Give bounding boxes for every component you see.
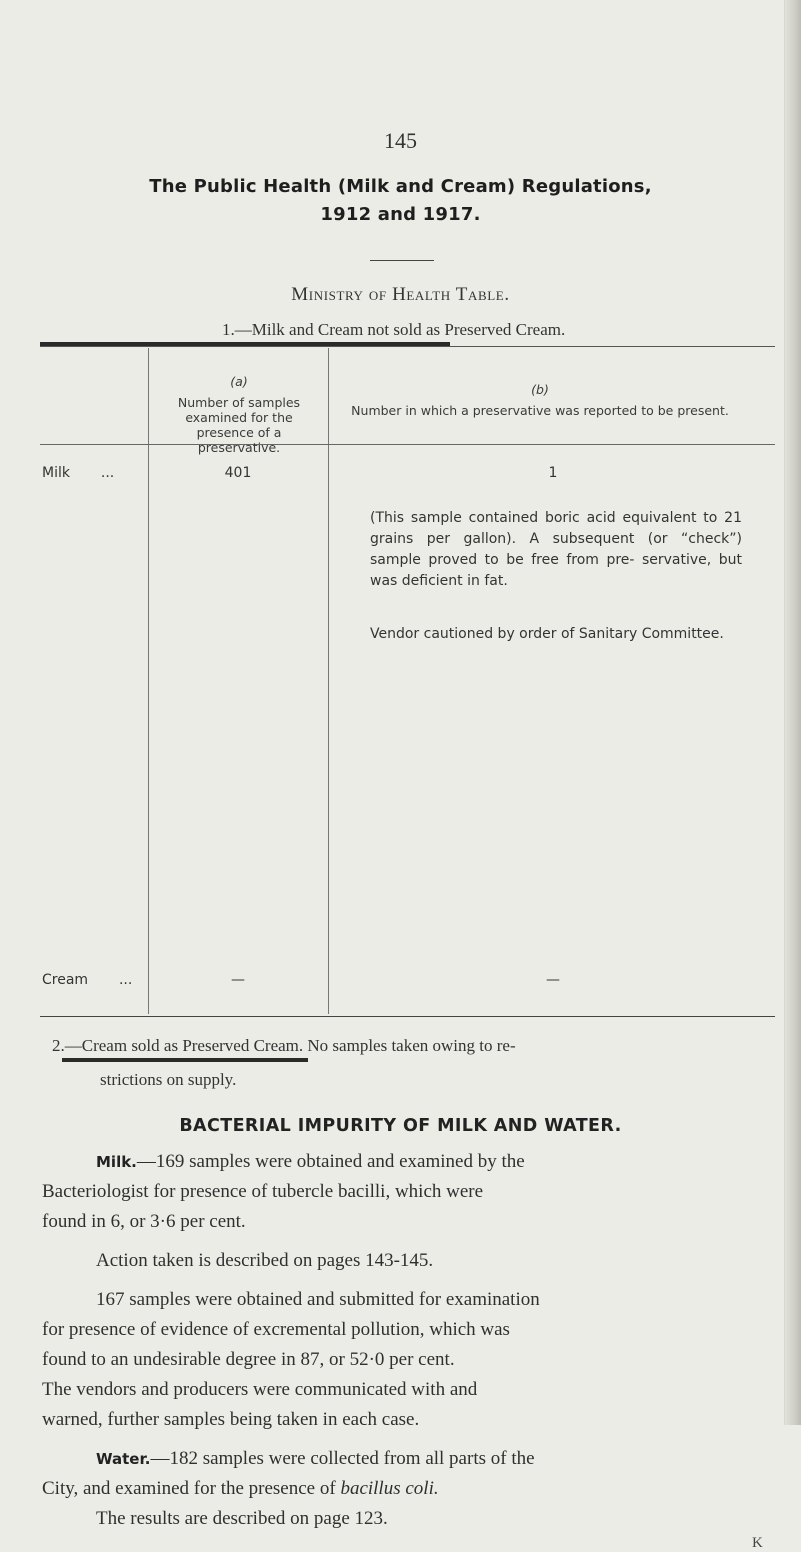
water-line-1 bbox=[96, 1445, 535, 1473]
water-line-2 bbox=[42, 1475, 439, 1503]
section-1-heading: 1.—Milk and Cream not sold as Preserved Cream. bbox=[222, 320, 566, 339]
milk-line-1 bbox=[96, 1148, 525, 1176]
milk-line-3: found in 6, or 3·6 per cent. bbox=[42, 1211, 246, 1232]
title-divider bbox=[370, 260, 434, 261]
water-line-1-text: —182 samples were collected from all parts of the bbox=[150, 1448, 535, 1469]
water-organism: bacillus coli. bbox=[340, 1478, 439, 1499]
row-cream-name bbox=[42, 972, 132, 988]
row-milk-value-a: 401 bbox=[224, 465, 252, 481]
milk-note-vendor: Vendor cautioned by order of Sanitary Committee. bbox=[370, 626, 724, 642]
title-line-2: 1912 and 1917. bbox=[320, 204, 481, 225]
column-b-label: (b) bbox=[531, 382, 549, 397]
milk-lead: Milk. bbox=[96, 1153, 137, 1171]
row-cream-value-a: — bbox=[231, 972, 245, 988]
row-cream-label: Cream bbox=[42, 972, 89, 988]
section-2-line-1: 2.—Cream sold as Preserved Cream. No samples taken owing to re- bbox=[52, 1036, 516, 1055]
milk-p2-line-5: warned, further samples being taken in each case. bbox=[42, 1409, 420, 1430]
column-b-header bbox=[340, 382, 740, 418]
column-b-text: Number in which a preservative was reported to be present. bbox=[351, 403, 729, 418]
row-milk-label: Milk bbox=[42, 465, 70, 481]
section-2-underline bbox=[62, 1058, 308, 1062]
table-bottom-rule bbox=[40, 1016, 775, 1017]
subtitle: Ministry of Health Table. bbox=[291, 284, 510, 305]
milk-p2-line-1: 167 samples were obtained and submitted for examination bbox=[96, 1289, 540, 1310]
page-number: 145 bbox=[384, 128, 417, 153]
column-a-text: Number of samples examined for the presence of a preservative. bbox=[177, 395, 301, 455]
column-a-header bbox=[156, 374, 322, 455]
column-a-label: (a) bbox=[230, 374, 248, 389]
bacterial-heading: BACTERIAL IMPURITY OF MILK AND WATER. bbox=[179, 1116, 622, 1136]
row-cream-value-b: — bbox=[546, 972, 560, 988]
table-header-rule bbox=[40, 444, 775, 445]
milk-line-1-text: —169 samples were obtained and examined by the bbox=[136, 1151, 525, 1172]
table-column-rule-1 bbox=[148, 348, 149, 1014]
milk-p2-line-3: found to an undesirable degree in 87, or 52·0 per cent. bbox=[42, 1349, 455, 1370]
milk-p2-line-4: The vendors and producers were communicated with and bbox=[42, 1379, 478, 1400]
row-milk-leader: ... bbox=[100, 465, 115, 481]
milk-note: (This sample contained boric acid equivalent to 21 grains per gallon). A subsequent (or “check”) sample proved to be free from pre- servative, but was deficient in fat. bbox=[370, 510, 742, 589]
milk-action: Action taken is described on pages 143-145. bbox=[96, 1250, 434, 1271]
section-2-line-2: strictions on supply. bbox=[100, 1070, 237, 1089]
row-milk-value-b: 1 bbox=[548, 465, 558, 481]
water-line-2-text: City, and examined for the presence of bbox=[42, 1478, 341, 1499]
row-cream-leader: ... bbox=[118, 972, 133, 988]
row-milk-name bbox=[42, 465, 114, 481]
milk-p2-line-2: for presence of evidence of excremental pollution, which was bbox=[42, 1319, 510, 1340]
table-top-rule bbox=[40, 346, 775, 347]
water-lead: Water. bbox=[96, 1450, 151, 1468]
table-column-rule-2 bbox=[328, 348, 329, 1014]
water-line-3: The results are described on page 123. bbox=[96, 1508, 388, 1529]
milk-line-2: Bacteriologist for presence of tubercle bacilli, which were bbox=[42, 1181, 484, 1202]
title-line-1: The Public Health (Milk and Cream) Regulations, bbox=[149, 176, 652, 197]
signature-mark: K bbox=[752, 1535, 763, 1551]
